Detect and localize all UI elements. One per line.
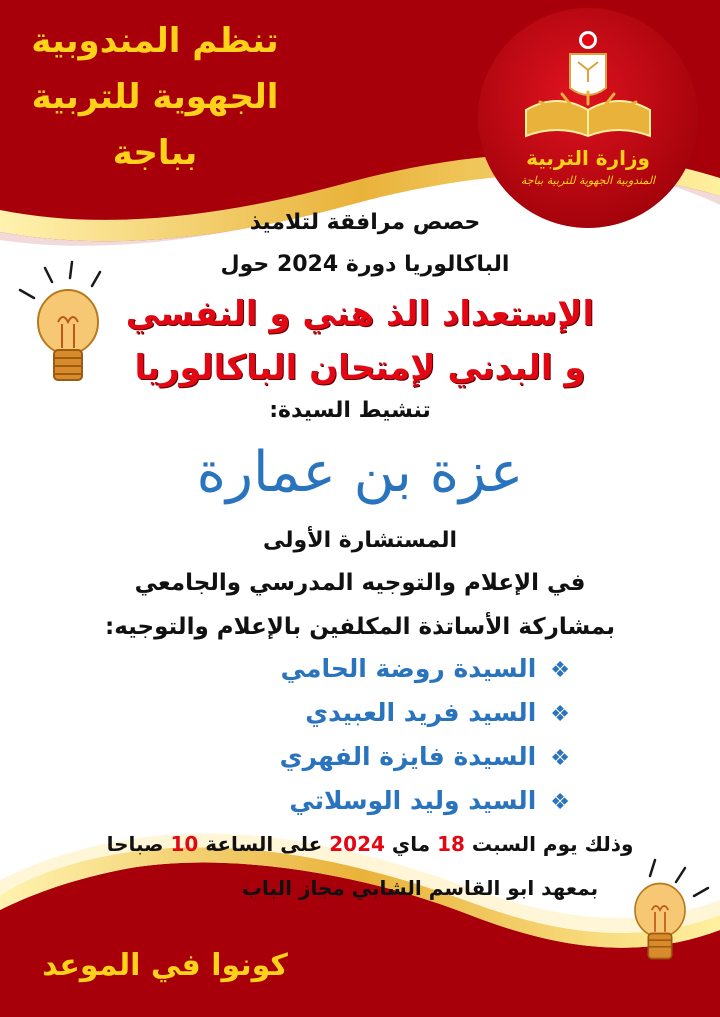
date-prefix: وذلك يوم السبت <box>464 832 634 856</box>
year: 2024 <box>329 832 385 856</box>
participant-name: السيد وليد الوسلاتي <box>289 786 537 815</box>
participant-item <box>150 654 570 683</box>
facilitator-role-2: في الإعلام والتوجيه المدرسي والجامعي <box>134 570 586 596</box>
topic-line-1: الإستعداد الذ هني و النفسي <box>125 294 595 334</box>
participants-intro: بمشاركة الأساتذة المكلفين بالإعلام والتوجيه: <box>105 614 615 640</box>
participant-name: السيدة فايزة الفهري <box>279 742 537 771</box>
facilitator-role-1: المستشارة الأولى <box>263 528 457 553</box>
time-suffix: صباحا <box>106 832 171 856</box>
venue: بمعهد ابو القاسم الشابي مجاز الباب <box>241 876 599 900</box>
participant-item <box>150 742 570 771</box>
hour: 10 <box>170 832 199 856</box>
facilitation-label: تنشيط السيدة: <box>269 398 431 423</box>
directorate-name: المندوبية الجهوية للتربية بباجة <box>520 174 656 187</box>
participant-item <box>150 786 570 815</box>
organizer-line-1: تنظم المندوبية <box>31 21 279 61</box>
organizer-line-2: الجهوية للتربية <box>31 77 279 117</box>
lightbulb-icon-right <box>630 880 690 972</box>
facilitator-name: عزة بن عمارة <box>196 440 524 505</box>
month: ماي <box>384 832 438 856</box>
bullet-icon: ❖ <box>550 790 570 815</box>
schedule-line <box>60 832 680 856</box>
footer-call: كونوا في الموعد <box>42 948 288 983</box>
participant-name: السيدة روضة الحامي <box>280 654 537 683</box>
ministry-name: وزارة التربية <box>526 146 650 170</box>
day-number: 18 <box>437 832 465 856</box>
organizer-line-3: بباجة <box>112 133 198 173</box>
time-prefix: على الساعة <box>198 832 330 856</box>
lightbulb-icon-left <box>32 286 104 396</box>
bullet-icon: ❖ <box>550 702 570 727</box>
intro-line-2: الباكالوريا دورة 2024 حول <box>220 252 510 277</box>
topic-line-2: و البدني لإمتحان الباكالوريا <box>134 348 586 388</box>
participant-item <box>150 698 570 727</box>
bullet-icon: ❖ <box>550 658 570 683</box>
intro-line-1: حصص مرافقة لتلاميذ <box>249 210 481 235</box>
ministry-logo <box>478 22 698 242</box>
bullet-icon: ❖ <box>550 746 570 771</box>
participant-name: السيد فريد العبيدي <box>305 698 537 727</box>
